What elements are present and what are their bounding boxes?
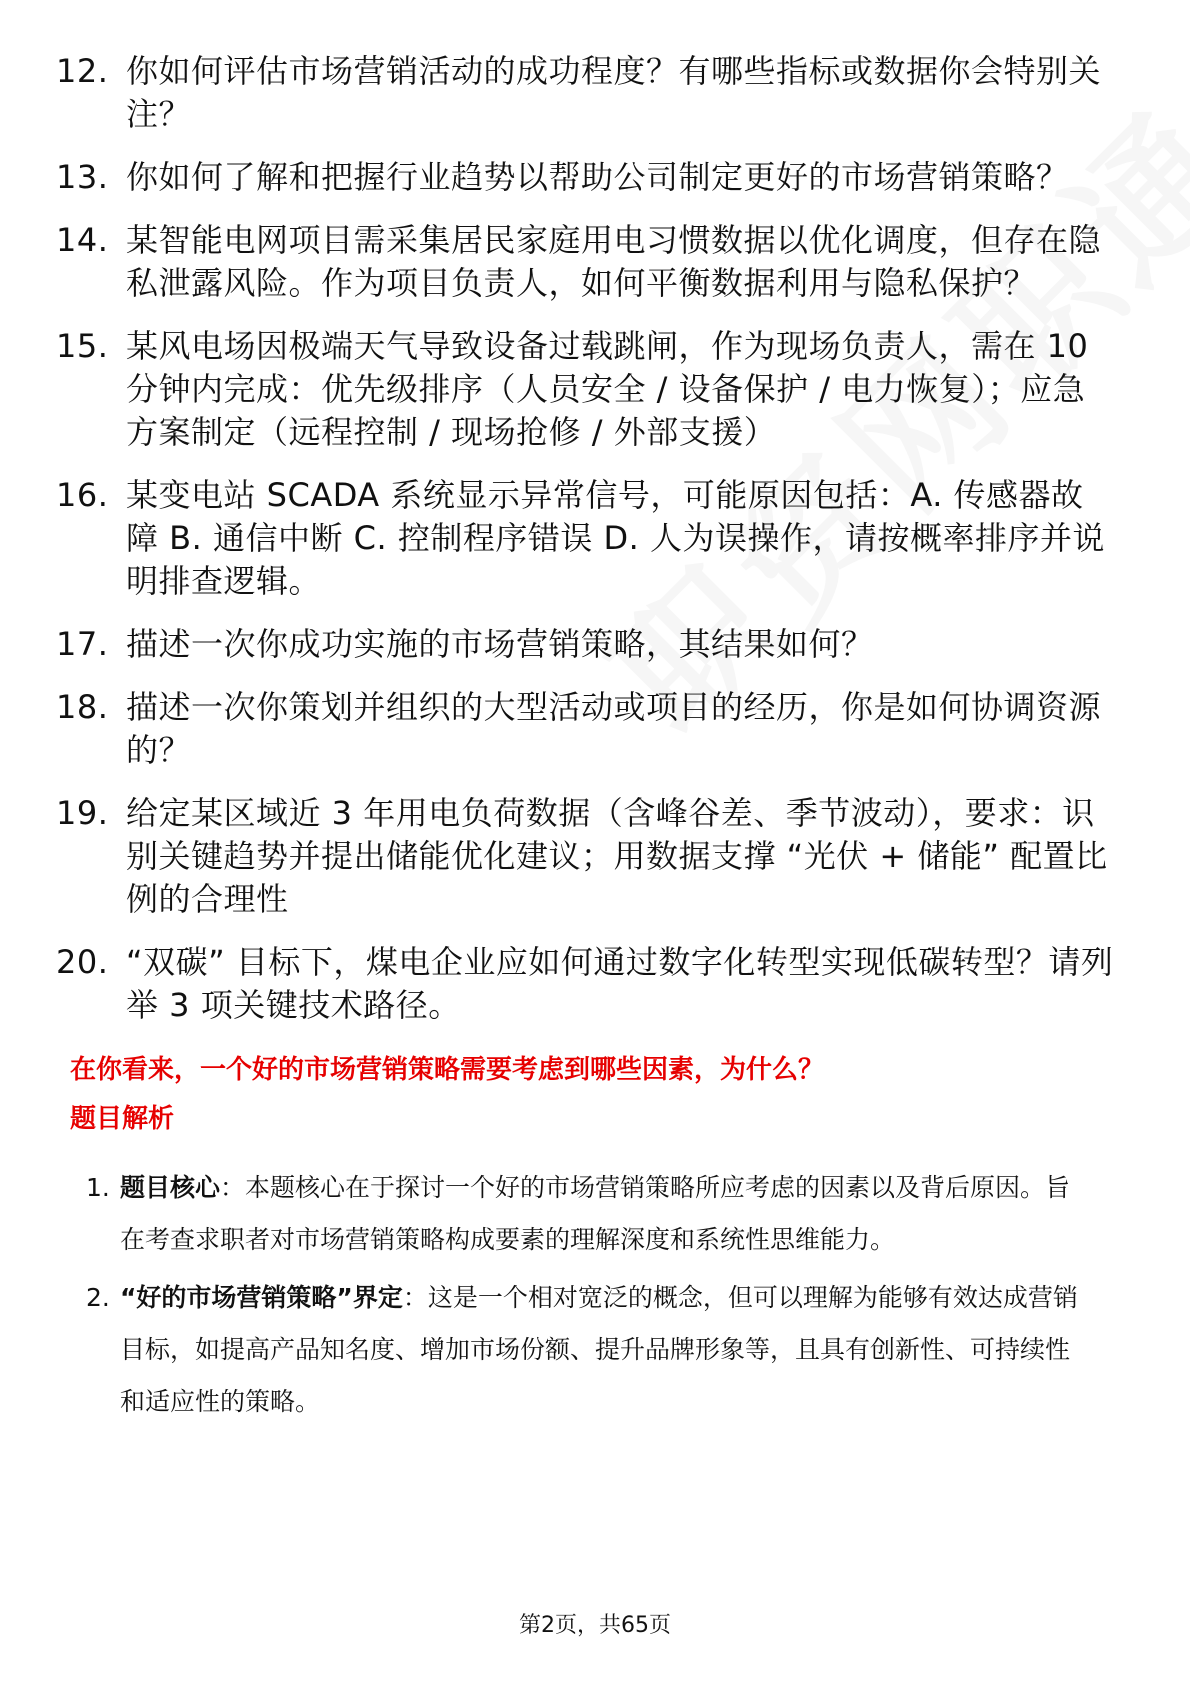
- analysis-number: 1.: [86, 1173, 110, 1202]
- question-number: 13.: [56, 158, 109, 196]
- question-number: 17.: [56, 625, 109, 663]
- analysis-item: [86, 1272, 1086, 1428]
- question-number: 14.: [56, 221, 109, 259]
- analysis-label: “好的市场营销策略”界定: [120, 1283, 403, 1312]
- question-item: [56, 623, 1116, 666]
- question-text: 某风电场因极端天气导致设备过载跳闸，作为现场负责人，需在 10 分钟内完成：优先级排序（人员安全 / 设备保护 / 电力恢复）；应急方案制定（远程控制 / 现场抢修 / 外部支援）: [126, 327, 1089, 451]
- question-number: 15.: [56, 327, 109, 365]
- question-item: [56, 941, 1116, 1027]
- question-text: 某变电站 SCADA 系统显示异常信号，可能原因包括：A. 传感器故障 B. 通信中断 C. 控制程序错误 D. 人为误操作，请按概率排序并说明排查逻辑。: [126, 476, 1105, 600]
- question-text: 给定某区域近 3 年用电负荷数据（含峰谷差、季节波动），要求：识别关键趋势并提出储能优化建议；用数据支撑 “光伏 + 储能” 配置比例的合理性: [126, 794, 1108, 918]
- analysis-list: [86, 1162, 1086, 1434]
- question-text: 描述一次你策划并组织的大型活动或项目的经历，你是如何协调资源的？: [126, 688, 1102, 769]
- question-number: 12.: [56, 52, 109, 90]
- question-text: 描述一次你成功实施的市场营销策略，其结果如何？: [126, 625, 874, 663]
- page-footer: 第2页，共65页: [519, 1613, 671, 1638]
- question-item: [56, 474, 1116, 603]
- analysis-text: ：这是一个相对宽泛的概念，但可以理解为能够有效达成营销目标，如提高产品知名度、增加市场份额、提升品牌形象等，且具有创新性、可持续性和适应性的策略。: [120, 1283, 1078, 1416]
- section-subheading: 题目解析: [70, 1104, 175, 1134]
- section-heading: 在你看来，一个好的市场营销策略需要考虑到哪些因素，为什么？: [70, 1055, 825, 1085]
- analysis-item: [86, 1162, 1086, 1266]
- question-list: [56, 50, 1116, 1047]
- question-number: 19.: [56, 794, 109, 832]
- question-text: 你如何评估市场营销活动的成功程度？有哪些指标或数据你会特别关注？: [126, 52, 1102, 133]
- question-number: 20.: [56, 943, 109, 981]
- question-item: [56, 792, 1116, 921]
- analysis-label: 题目核心: [120, 1173, 221, 1202]
- analysis-text: ：本题核心在于探讨一个好的市场营销策略所应考虑的因素以及背后原因。旨在考查求职者对市场营销策略构成要素的理解深度和系统性思维能力。: [120, 1173, 1071, 1254]
- question-item: [56, 686, 1116, 772]
- question-item: [56, 50, 1116, 136]
- question-text: 你如何了解和把握行业趋势以帮助公司制定更好的市场营销策略？: [126, 158, 1069, 196]
- question-text: 某智能电网项目需采集居民家庭用电习惯数据以优化调度，但存在隐私泄露风险。作为项目负责人，如何平衡数据利用与隐私保护？: [126, 221, 1102, 302]
- question-number: 18.: [56, 688, 109, 726]
- question-item: [56, 325, 1116, 454]
- question-item: [56, 219, 1116, 305]
- question-text: “双碳” 目标下，煤电企业应如何通过数字化转型实现低碳转型？请列举 3 项关键技术路径。: [126, 943, 1114, 1024]
- analysis-number: 2.: [86, 1283, 110, 1312]
- question-number: 16.: [56, 476, 109, 514]
- question-item: [56, 156, 1116, 199]
